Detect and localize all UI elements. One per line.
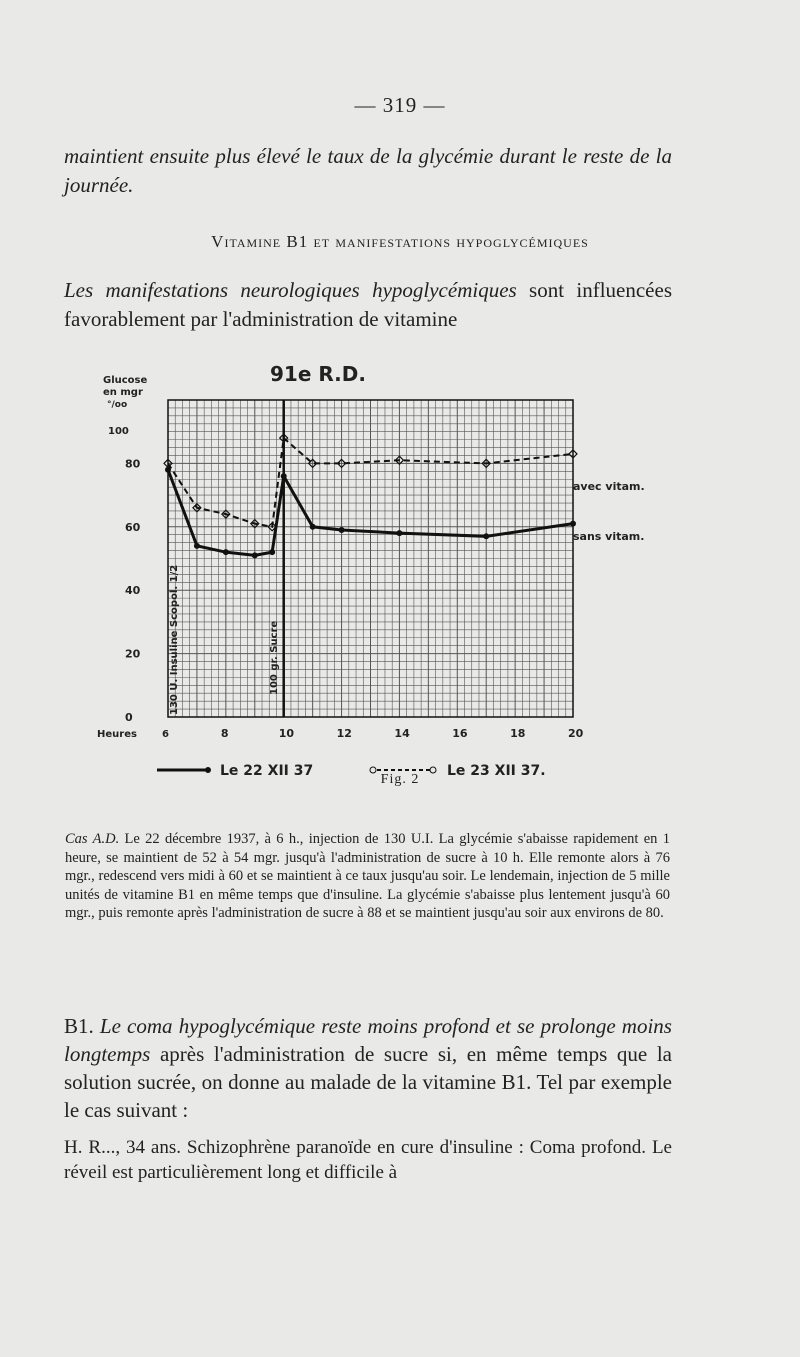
chart-grid <box>168 400 573 717</box>
y-tick-label: 40 <box>125 584 141 598</box>
data-point <box>269 549 275 555</box>
figure-caption: Fig. 2 <box>380 772 420 787</box>
y-tick-label: 20 <box>125 647 141 661</box>
patient-label: 91e R.D. <box>270 362 366 386</box>
y-tick-label: 100 <box>108 426 129 437</box>
x-tick-label: 8 <box>220 727 229 740</box>
hr-paragraph: H. R..., 34 ans. Schizophrène paranoïde en cure d'insuline : Coma profond. Le réveil est particulièrement long et difficile à <box>64 1137 672 1183</box>
x-tick-label: 6 <box>162 729 169 740</box>
b1-rest: après l'administration de sucre si, en même temps que la solution sucrée, on donne au malade de la vitamine B1. Tel par exemple le cas suivant : <box>64 1042 672 1122</box>
b1-paragraph <box>64 1012 672 1124</box>
data-point <box>396 530 402 536</box>
data-point <box>281 473 287 479</box>
y-tick-label: 60 <box>125 520 141 534</box>
x-tick-label: 14 <box>394 727 410 740</box>
b1-prefix: B1. <box>64 1014 100 1038</box>
data-point <box>339 527 345 533</box>
data-point <box>310 524 316 530</box>
main-paragraph <box>64 276 672 334</box>
x-tick-label: 12 <box>336 727 352 740</box>
x-axis-label: Heures <box>97 729 137 740</box>
chart-svg <box>95 355 665 785</box>
legend-solid-label: Le 22 XII 37 <box>220 763 314 779</box>
label-with-vitamin: avec vitam. <box>573 480 645 493</box>
data-point <box>194 543 200 549</box>
y-axis-label-unit: en mgr <box>103 387 143 398</box>
main-paragraph-rest: sont influencées favorablement par l'administration de vitamine <box>64 278 672 331</box>
glycemia-chart <box>95 355 665 785</box>
y-axis-label: Glucose <box>103 375 148 386</box>
y-tick-label: 0 <box>125 711 133 724</box>
section-title: Vitamine B1 et manifestations hypoglycémiques <box>211 232 589 251</box>
case-text: Le 22 décembre 1937, à 6 h., injection de 130 U.I. La glycémie s'abaisse rapidement en 1 heure, se maintient de 52 à 54 mgr. jusqu'à l'administration de sucre à 10 h. Elle remonte alors à 76 mgr., redescend vers midi à 60 et se maintient à ce taux jusqu'au soir. Le lendemain, injection de 5 mille unités de vitamine B1 en même temps que d'insuline. La glycémie s'abaisse plus lentement jusqu'à 60 mgr., puis remonte après l'administration de sucre à 88 et se maintient jusqu'au soir aux environs de 80. <box>65 831 670 921</box>
x-tick-label: 20 <box>568 727 584 740</box>
data-point <box>223 549 229 555</box>
y-axis-label-permille: °/oo <box>107 400 128 410</box>
data-point <box>252 552 258 558</box>
data-point <box>483 533 489 539</box>
main-paragraph-italic: Les manifestations neurologiques hypoglycémiques <box>64 278 517 302</box>
x-tick-label: 10 <box>278 727 295 740</box>
annotation-sugar: 100 gr. Sucre <box>269 620 280 695</box>
case-description <box>65 830 670 923</box>
intro-paragraph: maintient ensuite plus élevé le taux de la glycémie durant le reste de la journée. <box>64 144 672 197</box>
annotation-insulin: 130 U. Insuline Scopol. 1/2 <box>169 564 180 715</box>
x-tick-label: 18 <box>510 727 526 740</box>
y-tick-label: 80 <box>125 457 141 471</box>
data-point <box>570 521 576 527</box>
x-tick-label: 16 <box>452 727 468 740</box>
case-label: Cas A.D. <box>65 831 120 847</box>
page-number: — 319 — <box>354 93 446 117</box>
b1-italic: Le coma hypoglycémique reste moins profond et se prolonge moins longtemps <box>64 1014 672 1066</box>
legend-dashed-label: Le 23 XII 37. <box>447 763 546 779</box>
label-without-vitamin: sans vitam. <box>573 530 645 543</box>
